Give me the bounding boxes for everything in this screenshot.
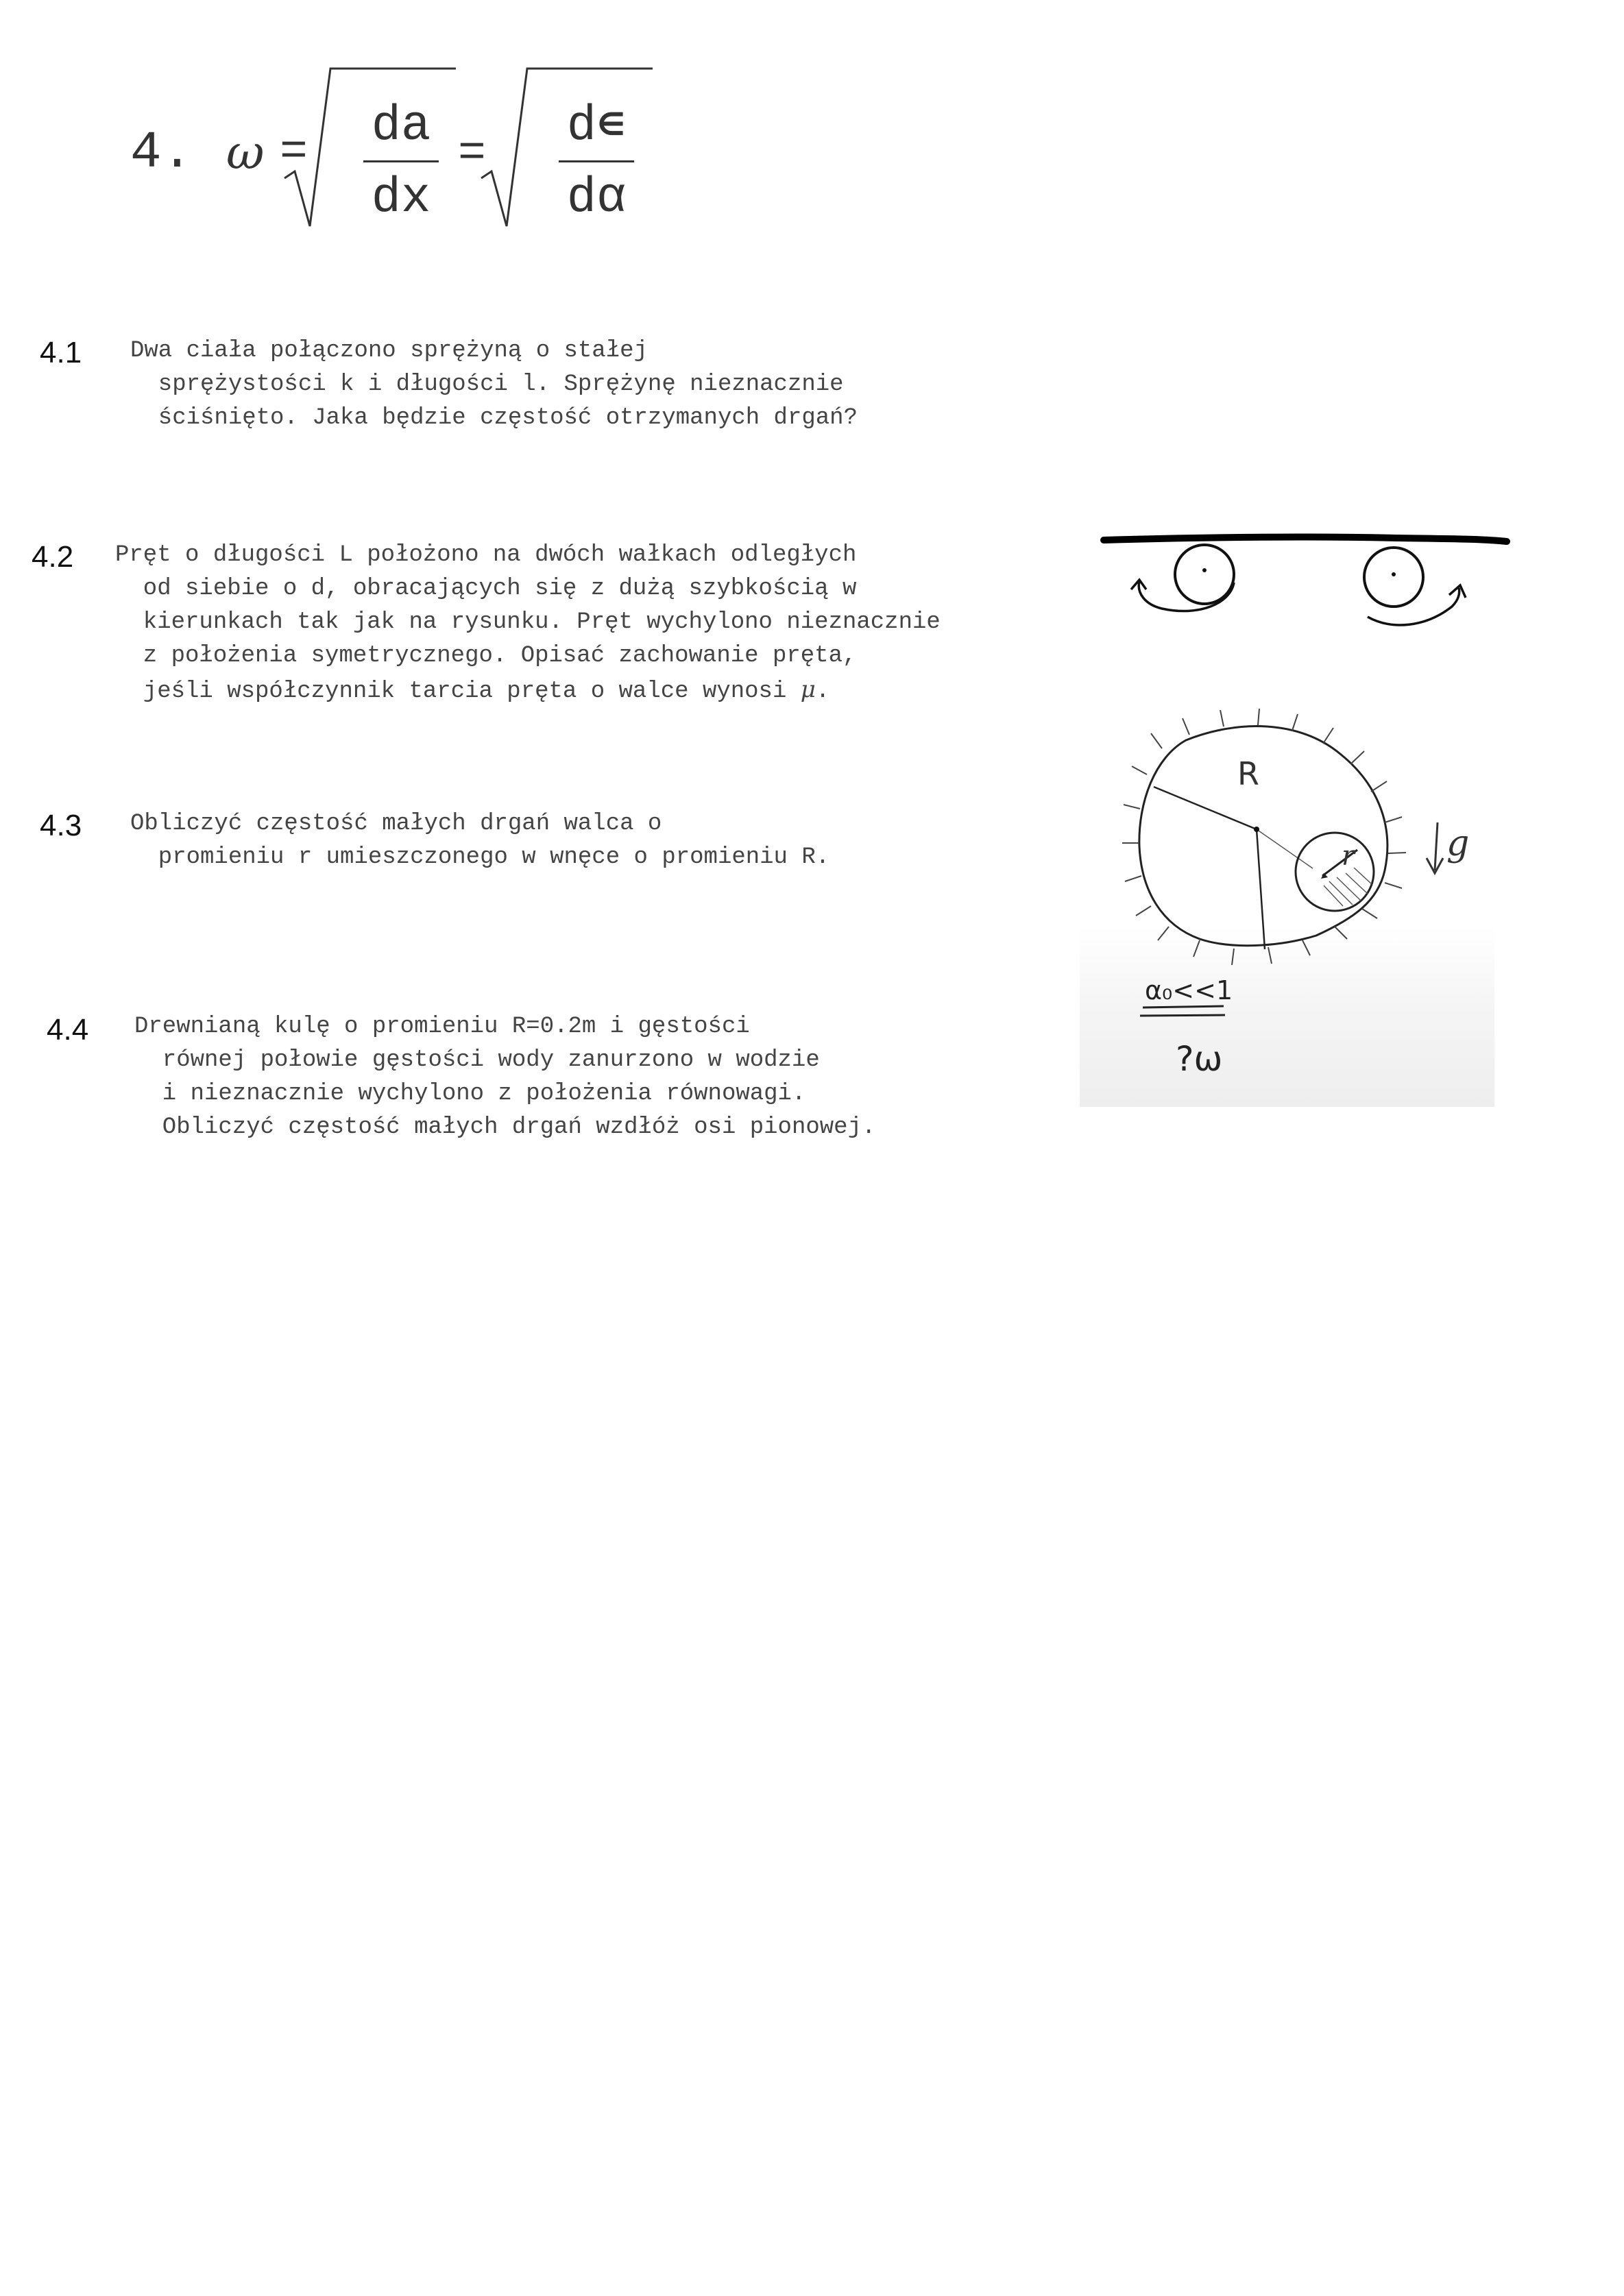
rotation-arrow-right <box>1368 588 1459 625</box>
text-line: z położenia symetrycznego. Opisać zachowanie pręta, <box>115 643 857 669</box>
gravity-arrow <box>1435 822 1438 870</box>
label-g: g <box>1446 823 1470 864</box>
text-line: Drewnianą kulę o promieniu R=0.2m i gęstości <box>134 1014 750 1040</box>
text-line: od siebie o d, obracających się z dużą szybkością w <box>115 576 857 602</box>
problem-number: 4.3 <box>40 809 82 842</box>
text-line: jeśli współczynnik tarcia pręta o walce wynosi <box>115 679 801 705</box>
text-line: ściśnięto. Jaka będzie częstość otrzymanych drgań? <box>130 405 858 431</box>
label-R: R <box>1237 755 1259 792</box>
problem-text-4-4 <box>134 1010 875 1145</box>
problem-text-4-1 <box>130 334 858 435</box>
text-line: promieniu r umieszczonego w wnęce o promieniu R. <box>130 844 830 870</box>
fraction-da-dx <box>363 98 439 226</box>
text-line: Obliczyć częstość małych drgań walca o <box>130 811 662 837</box>
text-line: i nieznacznie wychylono z położenia równowagi. <box>134 1081 806 1107</box>
text-line: równej połowie gęstości wody zanurzono w wodzie <box>134 1047 820 1073</box>
equals-sign: = <box>458 127 486 180</box>
fraction-denominator: dα <box>566 170 627 226</box>
mu-symbol: μ <box>800 676 816 703</box>
fraction-depsilon-dalpha <box>559 98 634 226</box>
formula-header <box>130 62 679 240</box>
fraction-numerator: d∊ <box>566 98 627 154</box>
problem-number: 4.2 <box>32 540 74 574</box>
text-line-end: . <box>815 679 830 705</box>
problem-text-4-3 <box>130 807 829 875</box>
cylinder-cavity-figure <box>1080 706 1494 1107</box>
text-line: Obliczyć częstość małych drgań wzdłóż osi pionowej. <box>134 1114 876 1140</box>
fraction-denominator: dx <box>371 170 431 226</box>
problem-number: 4.1 <box>40 336 82 369</box>
text-line: kierunkach tak jak na rysunku. Pręt wychylono nieznacznie <box>115 609 941 635</box>
text-line: Dwa ciała połączono sprężyną o stałej <box>130 338 648 364</box>
label-question-omega: ?ω <box>1176 1039 1223 1079</box>
label-alpha-condition: α₀<<1 <box>1145 975 1233 1005</box>
roller-left <box>1175 545 1234 604</box>
text-line: sprężystości k i długości l. Sprężynę nieznacznie <box>130 371 844 398</box>
chapter-number: 4. <box>130 123 193 182</box>
cylinder-cavity-drawing <box>1080 706 1494 1107</box>
text-line: Pręt o długości L położono na dwóch wałkach odległych <box>115 542 857 568</box>
roller-right <box>1364 548 1423 607</box>
problem-number: 4.4 <box>47 1013 89 1047</box>
rollers-figure <box>1097 528 1522 644</box>
equals-sign: = <box>280 126 308 179</box>
omega-symbol: ω <box>226 126 265 180</box>
problem-text-4-2 <box>115 539 941 709</box>
fraction-numerator: da <box>371 98 431 154</box>
label-r: r <box>1342 840 1355 872</box>
